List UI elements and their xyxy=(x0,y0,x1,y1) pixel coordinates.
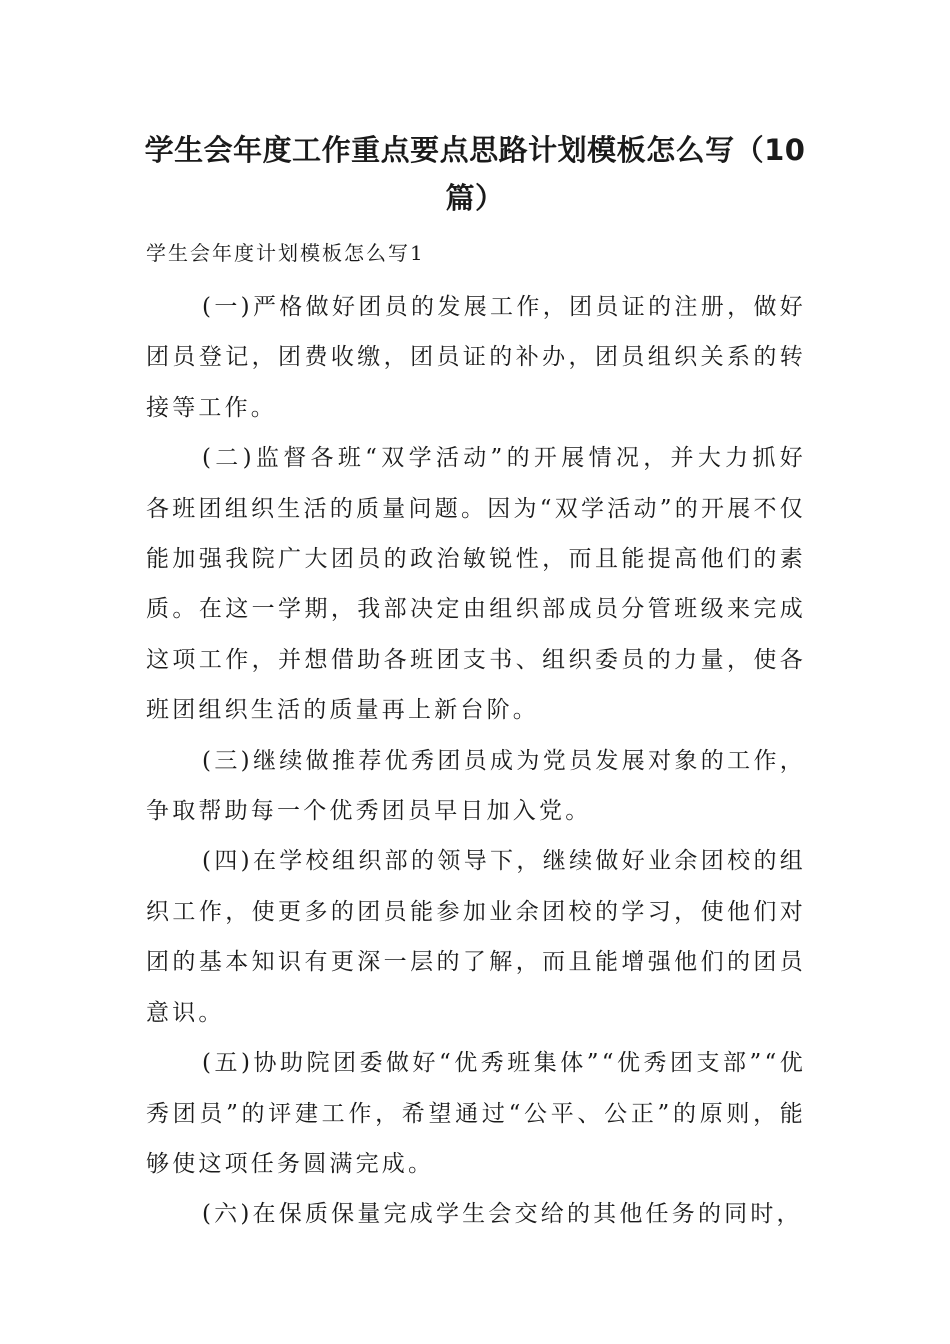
paragraph-4: (四)在学校组织部的领导下，继续做好业余团校的组织工作，使更多的团员能参加业余团校的学习，使他们对团的基本知识有更深一层的了解，而且能增强他们的团员意识。 xyxy=(146,848,806,1026)
document-title: 学生会年度工作重点要点思路计划模板怎么写（10篇） xyxy=(144,133,806,215)
paragraph-2: (二)监督各班“双学活动”的开展情况，并大力抓好各班团组织生活的质量问题。因为“双学活动”的开展不仅能加强我院广大团员的政治敏锐性，而且能提高他们的素质。在这一学期，我部决定由组织部成员分管班级来完成这项工作，并想借助各班团支书、组织委员的力量，使各班团组织生活的质量再上新台阶。 xyxy=(146,445,806,724)
paragraph-6: (六)在保质保量完成学生会交给的其他任务的同时， xyxy=(202,1201,803,1228)
paragraph-3: (三)继续做推荐优秀团员成为党员发展对象的工作，争取帮助每一个优秀团员早日加入党。 xyxy=(146,747,806,825)
section-heading: 学生会年度计划模板怎么写1 xyxy=(146,241,425,265)
paragraph-5: (五)协助院团委做好“优秀班集体”“优秀团支部”“优秀团员”的评建工作，希望通过“公平、公正”的原则，能够使这项任务圆满完成。 xyxy=(146,1050,806,1177)
paragraph-1: (一)严格做好团员的发展工作，团员证的注册，做好团员登记，团费收缴，团员证的补办，团员组织关系的转接等工作。 xyxy=(146,294,806,421)
document-body xyxy=(146,282,806,1240)
